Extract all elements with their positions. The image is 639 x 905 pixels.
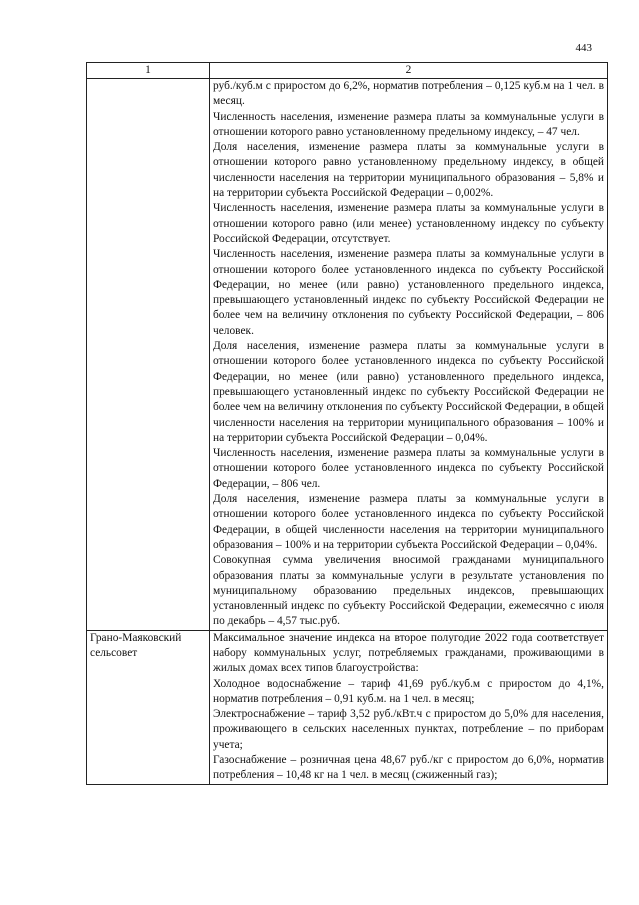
paragraph: Совокупная сумма увеличения вносимой гражданами муниципального образования платы за коммунальные услуги в результате установления по муниципальному образованию предельных индексов, превышающих установленный индекс по субъекту Российской Федерации, ежемесячно с июля по декабрь – 4,57 тыс.руб. [213, 554, 604, 628]
description-cell [210, 630, 608, 784]
paragraph: Доля населения, изменение размера платы за коммунальные услуги в отношении которого более установленного индекса по субъекту Российской Федерации, но менее (или равно) установленного предельного индекса, превышающего установленный индекс по субъекту Российской Федерации не более чем на величину отклонения по субъекту Российской Федерации, в общей численности населения на территории муниципального образования – 100% и на территории субъекта Российской Федерации – 0,04%. [213, 340, 604, 444]
municipality-cell [87, 79, 210, 631]
paragraph: Численность населения, изменение размера платы за коммунальные услуги в отношении которого равно установленному предельному индексу, – 47 чел. [213, 110, 604, 138]
paragraph: Доля населения, изменение размера платы за коммунальные услуги в отношении которого равно установленному предельному индексу, в общей численности населения на территории муниципального образования – 5,8% и на территории субъекта Российской Федерации – 0,002%. [213, 141, 604, 200]
column-header-1: 1 [87, 63, 210, 79]
paragraph: Электроснабжение – тариф 3,52 руб./кВт.ч с приростом до 5,0% для населения, проживающего в сельских населенных пунктах, потребление – по приборам учета; [213, 708, 604, 751]
paragraph: Газоснабжение – розничная цена 48,67 руб./кг с приростом до 6,0%, норматив потребления – 10,48 кг на 1 чел. в месяц (сжиженный газ); [213, 754, 604, 782]
table-row [87, 630, 608, 784]
page-number: 443 [575, 42, 592, 54]
paragraph: Холодное водоснабжение – тариф 41,69 руб./куб.м с приростом до 4,1%, норматив потребления – 0,91 куб.м. на 1 чел. в месяц; [213, 677, 604, 705]
paragraph: Численность населения, изменение размера платы за коммунальные услуги в отношении которого равно (или менее) установленному индексу по субъекту Российской Федерации, отсутствует. [213, 202, 604, 245]
paragraph: Численность населения, изменение размера платы за коммунальные услуги в отношении которого более установленного индекса по субъекту Российской Федерации, – 806 чел. [213, 447, 604, 490]
column-header-2: 2 [210, 63, 608, 79]
paragraph: руб./куб.м с приростом до 6,2%, норматив потребления – 0,125 куб.м на 1 чел. в месяц. [213, 80, 604, 108]
description-cell [210, 79, 608, 631]
paragraph: Численность населения, изменение размера платы за коммунальные услуги в отношении которого более установленного индекса по субъекту Российской Федерации, но менее (или равно) установленного предельного индекса, превышающего установленный индекс по субъекту Российской Федерации не более чем на величину отклонения по субъекту Российской Федерации, – 806 человек. [213, 248, 604, 337]
paragraph: Доля населения, изменение размера платы за коммунальные услуги в отношении которого более установленного индекса по субъекту Российской Федерации, в общей численности населения на территории муниципального образования – 100% и на территории субъекта Российской Федерации – 0,04%. [213, 493, 604, 551]
document-table [86, 62, 608, 785]
table-header-row [87, 63, 608, 79]
paragraph: Максимальное значение индекса на второе полугодие 2022 года соответствует набору коммунальных услуг, потребляемых гражданами, проживающими в жилых домах всех типов благоустройства: [213, 631, 604, 675]
municipality-cell: Грано-Маяковский сельсовет [87, 630, 210, 784]
table-row [87, 79, 608, 631]
